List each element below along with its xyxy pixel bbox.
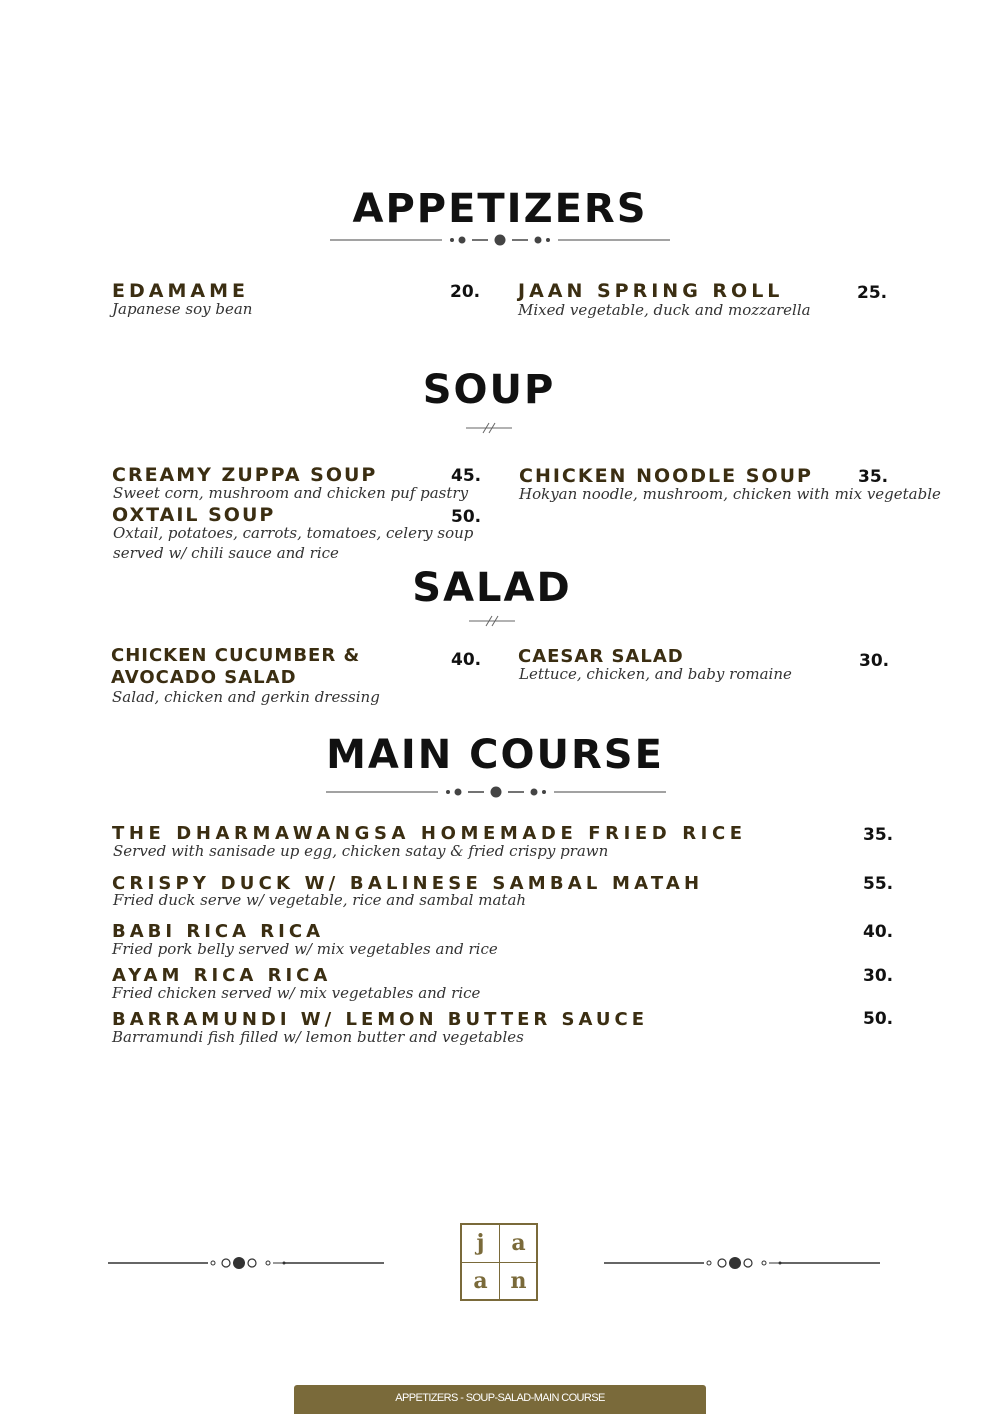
menu-item-name: JAAN SPRING ROLL: [518, 280, 784, 302]
logo-letter: a: [511, 1230, 526, 1256]
ornament-left: [108, 1254, 384, 1272]
menu-item-price: 40.: [863, 922, 894, 942]
menu-item-desc: Fried pork belly served w/ mix vegetables and rice: [112, 940, 498, 958]
menu-item-name: BARRAMUNDI W/ LEMON BUTTER SAUCE: [112, 1009, 648, 1030]
menu-item-name: CREAMY ZUPPA SOUP: [112, 464, 378, 486]
menu-item-desc: Barramundi fish filled w/ lemon butter and vegetables: [112, 1028, 524, 1046]
menu-item-price: 45.: [451, 466, 482, 486]
menu-item-desc: Japanese soy bean: [112, 300, 253, 318]
menu-item-name: OXTAIL SOUP: [112, 504, 276, 526]
menu-item-price: 50.: [863, 1009, 894, 1029]
menu-item-price: 40.: [451, 650, 482, 670]
menu-item-name: CRISPY DUCK W/ BALINESE SAMBAL MATAH: [112, 873, 704, 894]
menu-item-price: 25.: [857, 283, 888, 303]
menu-item-desc: Sweet corn, mushroom and chicken puf pastry: [113, 484, 469, 502]
menu-item-name: AVOCADO SALAD: [111, 667, 297, 688]
menu-item-desc: Salad, chicken and gerkin dressing: [112, 688, 380, 706]
menu-item-price: 35.: [858, 467, 889, 487]
menu-item-name: THE DHARMAWANGSA HOMEMADE FRIED RICE: [112, 823, 747, 844]
ornament-divider-appetizers: [330, 231, 670, 249]
menu-item-price: 30.: [863, 966, 894, 986]
menu-item-price: 20.: [450, 282, 481, 302]
appetizers-title: APPETIZERS: [352, 186, 648, 232]
menu-item-desc: Oxtail, potatoes, carrots, tomatoes, celery soup: [113, 524, 474, 542]
soup-title: SOUP: [422, 367, 556, 413]
logo-letter: a: [473, 1268, 488, 1294]
main-course-title: MAIN COURSE: [326, 732, 664, 778]
ornament-divider-main-course: [326, 783, 666, 801]
menu-item-name: EDAMAME: [112, 280, 249, 302]
logo-letter: j: [476, 1230, 485, 1256]
jaan-logo: [460, 1223, 538, 1301]
ornament-right: [604, 1254, 880, 1272]
menu-item-name: CHICKEN CUCUMBER &: [111, 645, 361, 666]
logo-letter: n: [510, 1268, 527, 1294]
double-slash-divider-salad: [469, 615, 515, 627]
double-slash-divider-soup: [466, 422, 512, 434]
menu-item-desc: Fried duck serve w/ vegetable, rice and sambal matah: [113, 891, 527, 909]
menu-item-price: 55.: [863, 874, 894, 894]
menu-item-desc: Lettuce, chicken, and baby romaine: [519, 665, 792, 683]
menu-item-desc: Served with sanisade up egg, chicken satay & fried crispy prawn: [113, 842, 609, 860]
menu-item-desc: served w/ chili sauce and rice: [113, 544, 339, 562]
menu-item-desc: Mixed vegetable, duck and mozzarella: [518, 301, 811, 319]
menu-item-name: BABI RICA RICA: [112, 921, 324, 942]
menu-item-price: 50.: [451, 507, 482, 527]
footer-section-tab: APPETIZERS - SOUP-SALAD-MAIN COURSE: [294, 1385, 706, 1414]
menu-item-name: AYAM RICA RICA: [112, 965, 332, 986]
menu-item-desc: Fried chicken served w/ mix vegetables and rice: [112, 984, 481, 1002]
menu-item-price: 35.: [863, 825, 894, 845]
salad-title: SALAD: [412, 565, 572, 611]
menu-item-price: 30.: [859, 651, 890, 671]
menu-item-name: CAESAR SALAD: [518, 646, 684, 667]
menu-item-name: CHICKEN NOODLE SOUP: [519, 465, 813, 487]
menu-item-desc: Hokyan noodle, mushroom, chicken with mix vegetable: [519, 485, 941, 503]
